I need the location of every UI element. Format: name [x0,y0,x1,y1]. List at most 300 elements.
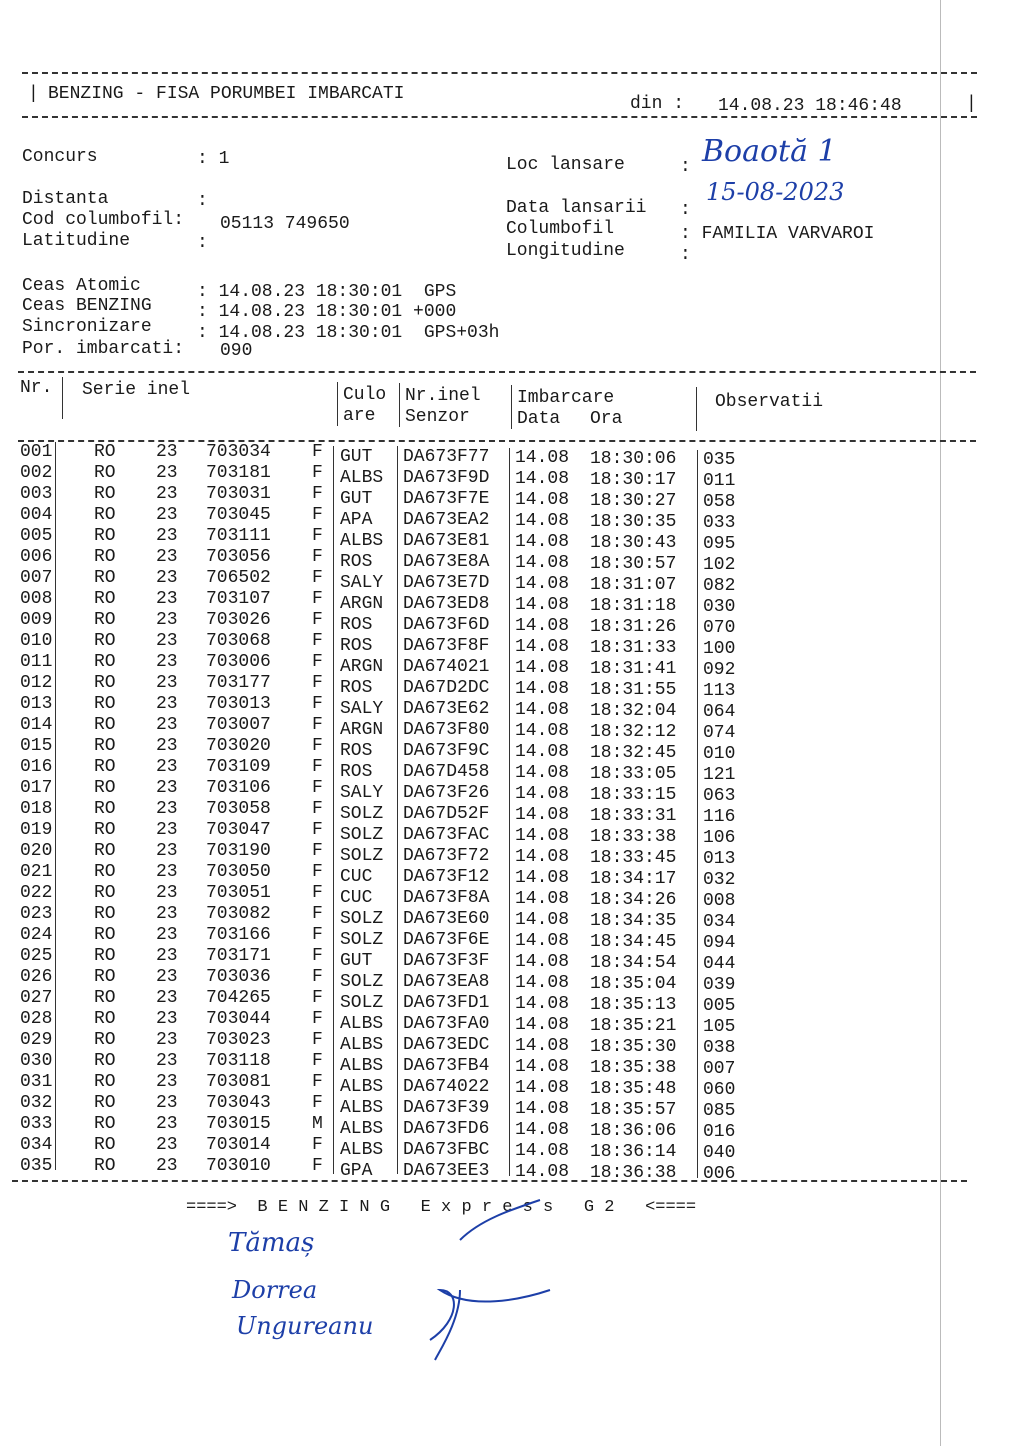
cell-obs: 060 [703,1080,736,1100]
cell-country: RO [94,1156,116,1176]
cell-date: 14.08 [515,847,570,867]
cell-serial: 703010 [206,1156,271,1176]
cell-color: GUT [340,447,373,467]
cell-serial: 703047 [206,820,271,840]
cell-nr: 035 [20,1156,53,1176]
cell-country: RO [94,988,116,1008]
cell-color: ROS [340,552,373,572]
cell-obs: 044 [703,954,736,974]
cell-obs: 074 [703,723,736,743]
cell-date: 14.08 [515,889,570,909]
cell-country: RO [94,610,116,630]
cell-obs: 105 [703,1017,736,1037]
cell-color: ALBS [340,1056,384,1076]
cell-country: RO [94,631,116,651]
cell-date: 14.08 [515,1099,570,1119]
table-row [0,652,760,680]
cell-nr: 013 [20,694,53,714]
cell-serial: 703020 [206,736,271,756]
cell-sensor: DA67D2DC [403,678,490,698]
cell-serial: 703006 [206,652,271,672]
cell-country: RO [94,463,116,483]
cell-time: 18:32:45 [590,743,677,763]
column-header-nr: Nr. [20,378,53,398]
cell-color: GPA [340,1161,373,1181]
cell-color: SOLZ [340,846,384,866]
table-row [0,1135,760,1163]
cell-color: ROS [340,741,373,761]
cell-color: SOLZ [340,993,384,1013]
cell-color: ARGN [340,657,384,677]
cell-sex: F [312,673,323,693]
cell-year: 23 [156,1114,178,1134]
cell-serial: 703043 [206,1093,271,1113]
cell-serial: 703109 [206,757,271,777]
cell-year: 23 [156,484,178,504]
cell-sensor: DA673F12 [403,867,490,887]
table-row [0,946,760,974]
header-bar-left: | [28,84,39,104]
cell-year: 23 [156,547,178,567]
cell-serial: 703111 [206,526,271,546]
cell-time: 18:34:26 [590,890,677,910]
cell-year: 23 [156,442,178,462]
cell-sex: F [312,841,323,861]
cell-sensor: DA673F6E [403,930,490,950]
table-row [0,862,760,890]
cell-country: RO [94,589,116,609]
table-row [0,820,760,848]
cell-year: 23 [156,967,178,987]
cell-date: 14.08 [515,1057,570,1077]
cell-serial: 706502 [206,568,271,588]
cell-serial: 703050 [206,862,271,882]
cell-sensor: DA673EE3 [403,1161,490,1181]
cell-nr: 003 [20,484,53,504]
cell-serial: 704265 [206,988,271,1008]
cell-nr: 032 [20,1093,53,1113]
cell-obs: 092 [703,660,736,680]
cell-color: SOLZ [340,804,384,824]
cell-year: 23 [156,526,178,546]
cell-nr: 021 [20,862,53,882]
cell-serial: 703177 [206,673,271,693]
cell-year: 23 [156,1135,178,1155]
cell-obs: 010 [703,744,736,764]
cell-year: 23 [156,1093,178,1113]
cell-nr: 022 [20,883,53,903]
cell-sex: F [312,589,323,609]
cell-date: 14.08 [515,994,570,1014]
cell-sensor: DA674022 [403,1077,490,1097]
cell-sensor: DA673FD6 [403,1119,490,1139]
porumbei-imbarcati-label: Por. imbarcati: [22,339,185,359]
cell-sex: F [312,1009,323,1029]
cell-country: RO [94,946,116,966]
cell-color: ROS [340,636,373,656]
cell-year: 23 [156,463,178,483]
cell-serial: 703044 [206,1009,271,1029]
cell-sex: F [312,463,323,483]
cell-time: 18:31:55 [590,680,677,700]
scan-edge-line [940,0,941,1446]
cell-sensor: DA673EDC [403,1035,490,1055]
table-row [0,631,760,659]
distanta-label: Distanta [22,189,109,209]
cell-obs: 094 [703,933,736,953]
cell-time: 18:31:33 [590,638,677,658]
cell-color: SOLZ [340,930,384,950]
cell-obs: 035 [703,450,736,470]
cell-color: APA [340,510,373,530]
cell-sensor: DA673F26 [403,783,490,803]
cell-date: 14.08 [515,700,570,720]
column-header-nr-inel: Nr.inel [405,386,481,406]
cell-year: 23 [156,841,178,861]
cell-year: 23 [156,925,178,945]
cell-country: RO [94,820,116,840]
cell-time: 18:31:41 [590,659,677,679]
cell-color: CUC [340,867,373,887]
cell-sensor: DA673F8A [403,888,490,908]
table-row [0,568,760,596]
cell-year: 23 [156,1030,178,1050]
cell-country: RO [94,1030,116,1050]
cell-sensor: DA673F72 [403,846,490,866]
cell-obs: 095 [703,534,736,554]
cell-nr: 012 [20,673,53,693]
cell-country: RO [94,484,116,504]
cell-serial: 703118 [206,1051,271,1071]
cell-nr: 002 [20,463,53,483]
cell-date: 14.08 [515,679,570,699]
data-lansarii-label: Data lansarii [506,198,647,218]
cell-serial: 703034 [206,442,271,462]
cell-obs: 063 [703,786,736,806]
sincronizare-value: : 14.08.23 18:30:01 GPS+03h [197,323,500,343]
cell-date: 14.08 [515,532,570,552]
cell-color: ALBS [340,468,384,488]
cell-time: 18:31:26 [590,617,677,637]
footer-benzing-express: ====> B E N Z I N G E x p r e s s G 2 <==== [186,1198,697,1217]
cell-color: ALBS [340,1140,384,1160]
cell-sex: F [312,547,323,567]
cell-nr: 010 [20,631,53,651]
cell-date: 14.08 [515,931,570,951]
cell-date: 14.08 [515,553,570,573]
cell-time: 18:33:31 [590,806,677,826]
cell-obs: 040 [703,1143,736,1163]
divider [22,72,977,74]
cell-obs: 121 [703,765,736,785]
cell-sex: F [312,925,323,945]
concurs-label: Concurs [22,147,98,167]
table-row [0,547,760,575]
cell-nr: 009 [20,610,53,630]
cell-nr: 014 [20,715,53,735]
cell-sensor: DA673F77 [403,447,490,467]
handwritten-name-3: Ungureanu [236,1312,374,1340]
cell-year: 23 [156,778,178,798]
cell-year: 23 [156,1009,178,1029]
cell-year: 23 [156,904,178,924]
data-lansarii-value: : [680,200,691,220]
cell-time: 18:33:05 [590,764,677,784]
cell-time: 18:36:14 [590,1142,677,1162]
distanta-value: : [197,191,208,211]
cell-time: 18:30:35 [590,512,677,532]
table-row [0,589,760,617]
cell-serial: 703013 [206,694,271,714]
cell-serial: 703082 [206,904,271,924]
cell-date: 14.08 [515,637,570,657]
cell-sex: F [312,568,323,588]
cell-time: 18:32:12 [590,722,677,742]
cell-year: 23 [156,736,178,756]
cell-sensor: DA673FAC [403,825,490,845]
cell-serial: 703051 [206,883,271,903]
cell-date: 14.08 [515,469,570,489]
cell-nr: 005 [20,526,53,546]
cell-color: SOLZ [340,825,384,845]
cell-serial: 703031 [206,484,271,504]
cell-nr: 015 [20,736,53,756]
cell-year: 23 [156,862,178,882]
cell-time: 18:35:21 [590,1016,677,1036]
columbofil-value: : FAMILIA VARVAROI [680,224,875,244]
cell-country: RO [94,568,116,588]
cell-country: RO [94,904,116,924]
cell-sex: F [312,1051,323,1071]
cell-obs: 034 [703,912,736,932]
cell-date: 14.08 [515,784,570,804]
cell-serial: 703045 [206,505,271,525]
cell-obs: 030 [703,597,736,617]
cell-year: 23 [156,694,178,714]
cell-time: 18:35:30 [590,1037,677,1057]
divider [22,116,977,118]
cell-nr: 034 [20,1135,53,1155]
cell-obs: 070 [703,618,736,638]
column-header-ora: Ora [590,409,623,429]
cell-serial: 703181 [206,463,271,483]
cell-obs: 011 [703,471,736,491]
cell-color: ALBS [340,1119,384,1139]
cell-country: RO [94,715,116,735]
cell-sensor: DA673F8F [403,636,490,656]
table-row [0,526,760,554]
cell-date: 14.08 [515,1078,570,1098]
cell-time: 18:34:45 [590,932,677,952]
ceas-benzing-label: Ceas BENZING [22,296,152,316]
cell-year: 23 [156,631,178,651]
cell-sensor: DA673F39 [403,1098,490,1118]
cell-country: RO [94,1072,116,1092]
cell-time: 18:32:04 [590,701,677,721]
column-separator [399,383,400,427]
latitudine-label: Latitudine [22,231,131,251]
cell-color: ALBS [340,1098,384,1118]
cell-serial: 703014 [206,1135,271,1155]
cell-date: 14.08 [515,868,570,888]
ceas-benzing-value: : 14.08.23 18:30:01 +000 [197,302,457,322]
cell-date: 14.08 [515,910,570,930]
din-value: 14.08.23 18:46:48 [718,96,902,116]
cell-sex: F [312,988,323,1008]
cell-country: RO [94,925,116,945]
cell-obs: 033 [703,513,736,533]
cell-obs: 116 [703,807,736,827]
cell-year: 23 [156,673,178,693]
din-label: din : [630,94,685,114]
cell-year: 23 [156,652,178,672]
cell-nr: 004 [20,505,53,525]
table-row [0,778,760,806]
cell-color: ROS [340,762,373,782]
cell-nr: 008 [20,589,53,609]
cell-nr: 030 [20,1051,53,1071]
cell-color: ARGN [340,720,384,740]
cell-serial: 703058 [206,799,271,819]
cell-sex: F [312,967,323,987]
cell-date: 14.08 [515,595,570,615]
cell-year: 23 [156,1072,178,1092]
cell-time: 18:30:17 [590,470,677,490]
cell-date: 14.08 [515,448,570,468]
ceas-atomic-value: : 14.08.23 18:30:01 GPS [197,282,457,302]
cell-year: 23 [156,589,178,609]
cell-time: 18:31:18 [590,596,677,616]
cell-serial: 703171 [206,946,271,966]
cell-country: RO [94,547,116,567]
cell-time: 18:30:06 [590,449,677,469]
cell-country: RO [94,1093,116,1113]
cell-sensor: DA673F6D [403,615,490,635]
cell-nr: 024 [20,925,53,945]
column-header-serie-inel: Serie inel [82,380,191,400]
cell-nr: 031 [20,1072,53,1092]
cell-country: RO [94,1114,116,1134]
table-row [0,988,760,1016]
divider [18,371,976,373]
cell-year: 23 [156,1156,178,1176]
cell-date: 14.08 [515,1036,570,1056]
cell-date: 14.08 [515,721,570,741]
cell-sex: F [312,442,323,462]
cell-date: 14.08 [515,805,570,825]
table-row [0,694,760,722]
handwritten-name-1: Tămaș [228,1228,315,1258]
table-row [0,715,760,743]
latitudine-value: : [197,233,208,253]
cell-sex: F [312,1072,323,1092]
table-row [0,1093,760,1121]
column-separator [333,446,334,1174]
loc-lansare-label: Loc lansare [506,155,625,175]
cell-obs: 006 [703,1164,736,1184]
cell-date: 14.08 [515,574,570,594]
cell-obs: 008 [703,891,736,911]
cell-sex: F [312,526,323,546]
cell-sensor: DA67D52F [403,804,490,824]
cell-sensor: DA673EA2 [403,510,490,530]
cell-nr: 018 [20,799,53,819]
cell-nr: 011 [20,652,53,672]
cell-sensor: DA673FA0 [403,1014,490,1034]
cell-year: 23 [156,505,178,525]
cell-sensor: DA673E60 [403,909,490,929]
cell-nr: 007 [20,568,53,588]
cell-date: 14.08 [515,616,570,636]
column-separator [697,450,698,1178]
handwritten-name-2: Dorrea [232,1276,318,1304]
cell-serial: 703015 [206,1114,271,1134]
cell-sensor: DA673EA8 [403,972,490,992]
cell-time: 18:30:43 [590,533,677,553]
cell-year: 23 [156,799,178,819]
cell-obs: 058 [703,492,736,512]
cell-time: 18:33:38 [590,827,677,847]
cell-serial: 703036 [206,967,271,987]
table-row [0,736,760,764]
table-row [0,505,760,533]
column-header-observatii: Observatii [715,392,824,412]
cell-sensor: DA673F9D [403,468,490,488]
cell-serial: 703107 [206,589,271,609]
cell-year: 23 [156,883,178,903]
cell-serial: 703081 [206,1072,271,1092]
cell-sensor: DA673FB4 [403,1056,490,1076]
cell-sex: F [312,1030,323,1050]
data-lansarii-handwritten: 15-08-2023 [706,178,845,206]
column-separator [397,446,398,1174]
cell-country: RO [94,757,116,777]
cell-nr: 023 [20,904,53,924]
table-row [0,1030,760,1058]
table-row [0,799,760,827]
table-row [0,463,760,491]
cell-time: 18:31:07 [590,575,677,595]
cell-color: SOLZ [340,972,384,992]
cell-sensor: DA673E62 [403,699,490,719]
cell-sensor: DA673F7E [403,489,490,509]
cell-sex: F [312,715,323,735]
cell-obs: 064 [703,702,736,722]
column-separator [509,448,510,1176]
cell-color: GUT [340,951,373,971]
cell-sex: F [312,820,323,840]
ceas-atomic-label: Ceas Atomic [22,276,141,296]
cell-date: 14.08 [515,1015,570,1035]
cell-sex: F [312,1135,323,1155]
cell-year: 23 [156,946,178,966]
header-bar-right: | [966,94,977,114]
cell-time: 18:35:57 [590,1100,677,1120]
cell-country: RO [94,505,116,525]
column-separator [511,385,512,429]
table-row [0,841,760,869]
cell-nr: 028 [20,1009,53,1029]
cell-sex: F [312,757,323,777]
cell-country: RO [94,652,116,672]
cell-sensor: DA673ED8 [403,594,490,614]
table-row [0,1072,760,1100]
cell-sensor: DA673F80 [403,720,490,740]
cell-country: RO [94,673,116,693]
loc-lansare-handwritten: Boaotă 1 [702,134,837,169]
cell-country: RO [94,442,116,462]
longitudine-label: Longitudine [506,241,625,261]
